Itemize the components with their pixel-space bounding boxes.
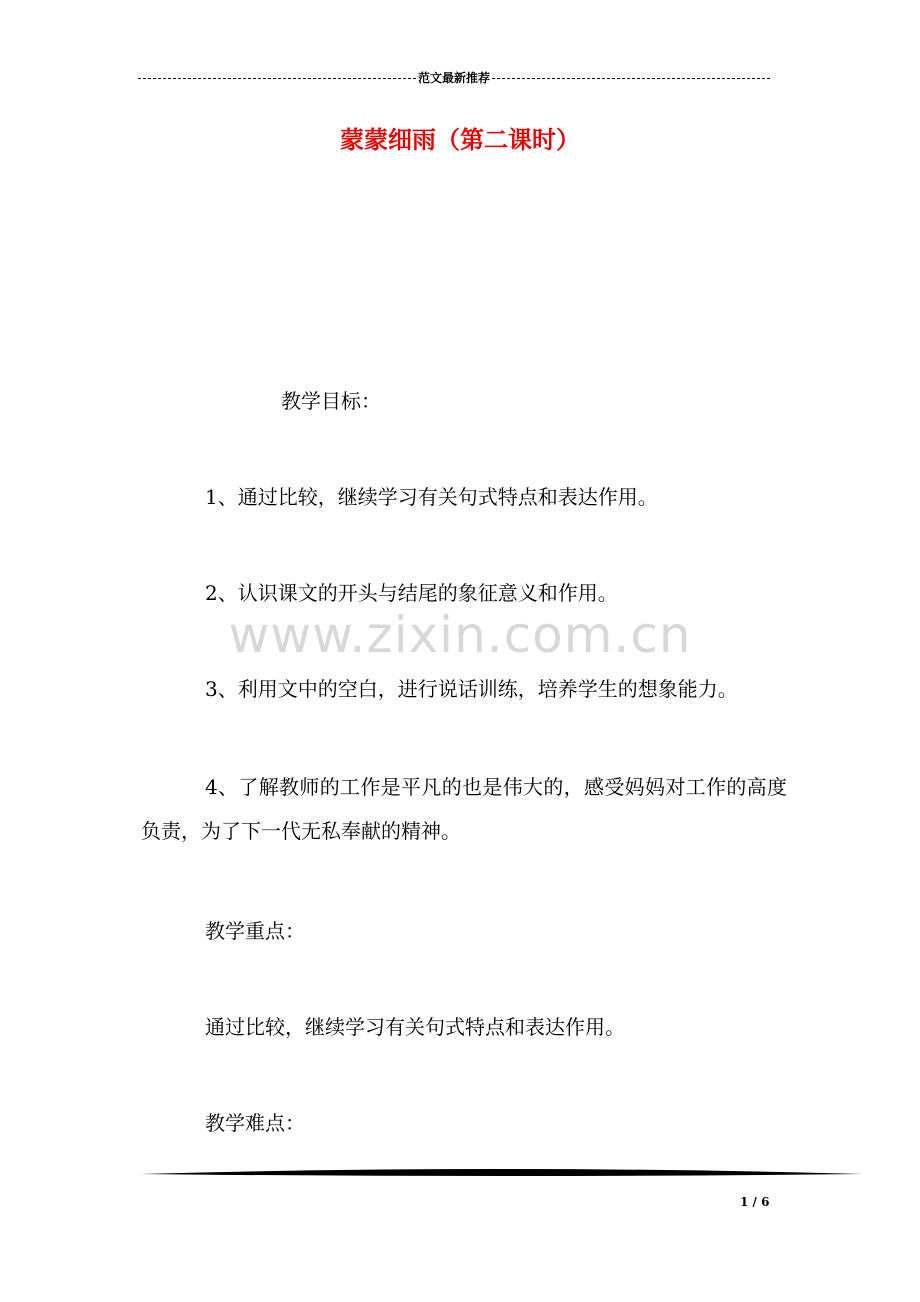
key-point-text: 通过比较，继续学习有关句式特点和表达作用。: [205, 1015, 625, 1039]
header-label: 范文最新推荐: [418, 71, 491, 85]
objective-item-2: 2、认识课文的开头与结尾的象征意义和作用。: [205, 581, 618, 605]
watermark: www.zixin.com.cn: [228, 606, 692, 664]
objective-item-1: 1、通过比较，继续学习有关句式特点和表达作用。: [205, 485, 658, 509]
difficulty-heading: 教学难点：: [205, 1111, 305, 1135]
page-header: [138, 68, 770, 88]
footer-divider: [141, 1165, 863, 1183]
header-dash-rule-right: [492, 78, 770, 79]
objective-item-3: 3、利用文中的空白，进行说话训练，培养学生的想象能力。: [205, 677, 738, 701]
page-number: 1 / 6: [740, 1195, 770, 1209]
key-point-heading: 教学重点：: [205, 919, 305, 943]
objectives-heading: 教学目标：: [281, 389, 381, 413]
header-dash-rule-left: [138, 78, 416, 79]
objective-item-4: 4、了解教师的工作是平凡的也是伟大的，感受妈妈对工作的高度负责，为了下一代无私奉献的精神。: [141, 775, 787, 843]
document-title: 蒙蒙细雨（第二课时）: [340, 125, 580, 154]
